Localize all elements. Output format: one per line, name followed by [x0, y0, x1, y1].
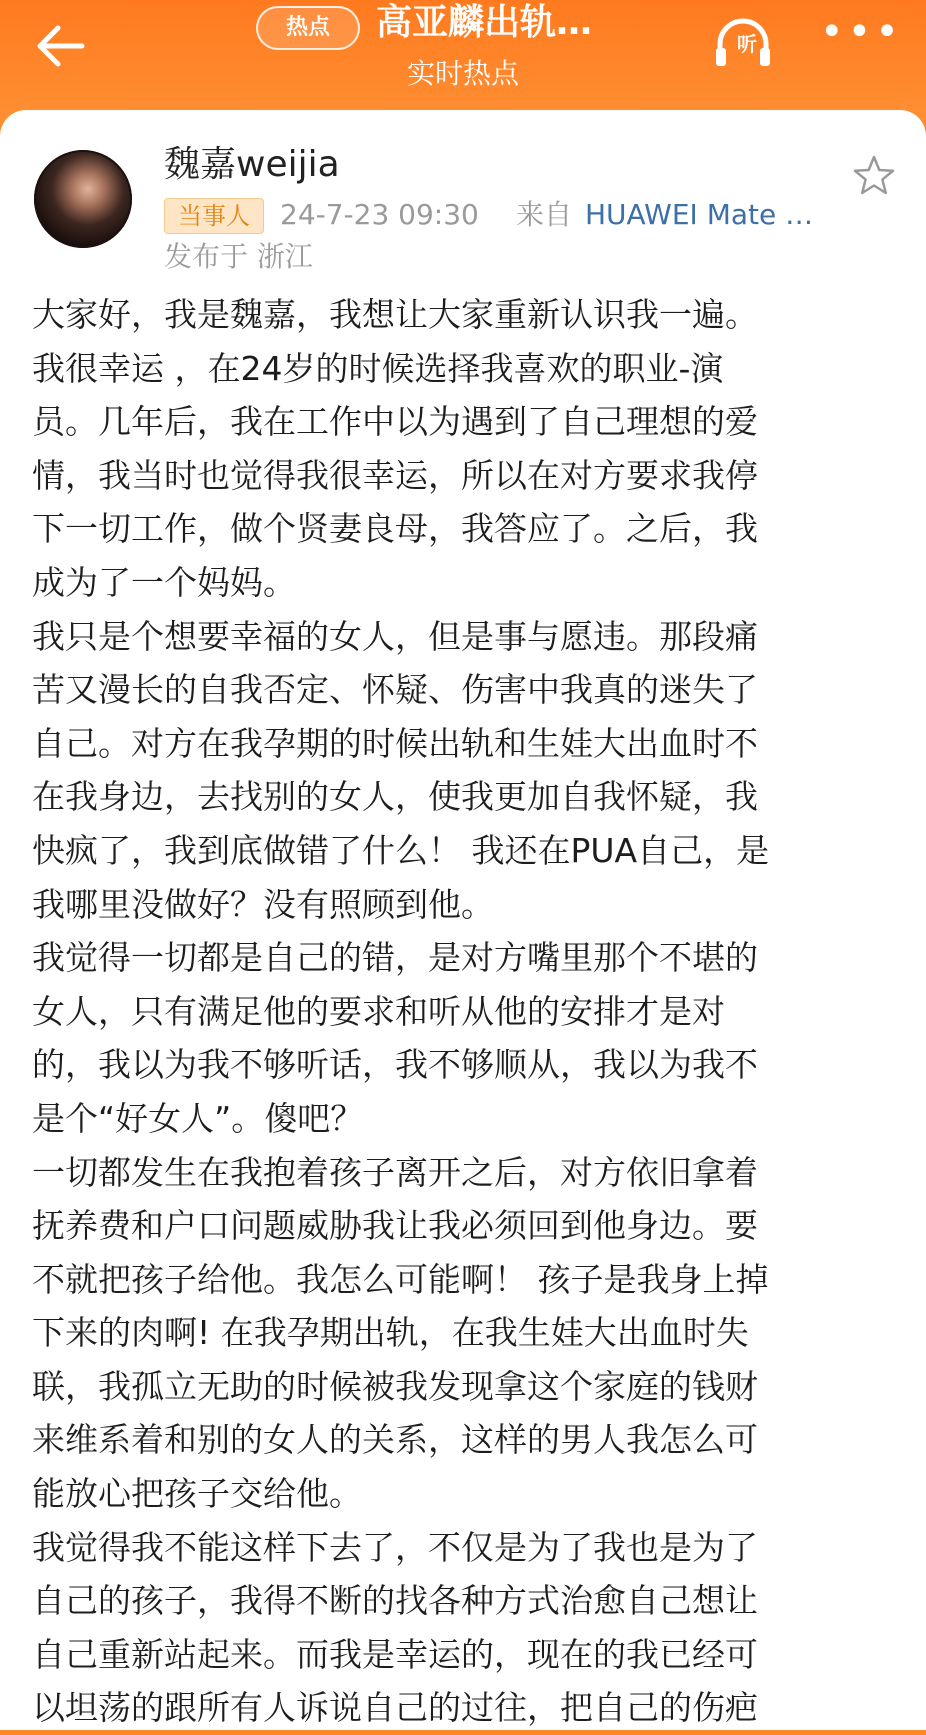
post-line: 成为了一个妈妈。	[32, 562, 296, 602]
post-line: 我很幸运 ，在24岁的时候选择我喜欢的职业-演	[32, 348, 724, 388]
post-line: 苦又漫长的自我否定、怀疑、伤害中我真的迷失了	[32, 670, 758, 710]
post-line: 以坦荡的跟所有人诉说自己的过往，把自己的伤疤	[32, 1688, 758, 1728]
post-line: 的，我以为我不够听话，我不够顺从，我以为我不	[32, 1045, 758, 1085]
username[interactable]: 魏嘉weijia	[164, 144, 340, 185]
post-line: 联，我孤立无助的时候被我发现拿这个家庭的钱财	[32, 1366, 758, 1406]
favorite-button[interactable]	[852, 154, 896, 198]
avatar[interactable]	[34, 150, 132, 248]
post-line: 女人，只有满足他的要求和听从他的安排才是对	[32, 991, 725, 1031]
post-line: 员。几年后，我在工作中以为遇到了自己理想的爱	[32, 402, 758, 442]
post-line: 自己重新站起来。而我是幸运的，现在的我已经可	[32, 1634, 758, 1674]
hot-topic-badge: 热点	[256, 6, 360, 50]
post-line: 我哪里没做好？没有照顾到他。	[32, 884, 494, 924]
post-line: 我只是个想要幸福的女人，但是事与愿违。那段痛	[32, 616, 758, 656]
post-line: 一切都发生在我抱着孩子离开之后，对方依旧拿着	[32, 1152, 758, 1192]
post-from-label: 来自	[516, 198, 573, 231]
post-line: 自己。对方在我孕期的时候出轨和生娃大出血时不	[32, 723, 758, 763]
post-line: 情，我当时也觉得我很幸运，所以在对方要求我停	[32, 455, 758, 495]
post-location: 发布于 浙江	[164, 240, 313, 273]
topic-title[interactable]: 高亚麟出轨…	[376, 2, 593, 43]
post-line: 下来的肉啊! 在我孕期出轨，在我生娃大出血时失	[32, 1313, 749, 1353]
post-line: 下一切工作，做个贤妻良母，我答应了。之后，我	[32, 509, 758, 549]
top-bar	[0, 0, 926, 120]
topic-subtitle: 实时热点	[406, 57, 519, 90]
star-icon	[852, 154, 896, 198]
post-card	[0, 110, 926, 1730]
listen-button[interactable]	[710, 10, 776, 76]
post-line: 是个“好女人”。傻吧？	[32, 1098, 364, 1138]
post-line: 大家好，我是魏嘉，我想让大家重新认识我一遍。	[32, 295, 758, 334]
post-time: 24-7-23 09:30	[280, 198, 479, 231]
post-line: 我觉得我不能这样下去了，不仅是为了我也是为了	[32, 1527, 758, 1567]
post-line: 自己的孩子，我得不断的找各种方式治愈自己想让	[32, 1581, 758, 1621]
post-line: 能放心把孩子交给他。	[32, 1474, 362, 1514]
listen-label: 听	[737, 32, 757, 56]
more-options-icon[interactable]: •••	[820, 9, 903, 55]
role-badge: 当事人	[164, 198, 264, 234]
post-line: 抚养费和户口问题威胁我让我必须回到他身边。要	[32, 1206, 758, 1246]
post-line: 不就把孩子给他。我怎么可能啊！ 孩子是我身上掉	[32, 1259, 769, 1299]
post-line: 在我身边，去找别的女人，使我更加自我怀疑，我	[32, 777, 758, 817]
post-line: 我觉得一切都是自己的错，是对方嘴里那个不堪的	[32, 938, 758, 978]
post-device[interactable]: HUAWEI Mate …	[585, 198, 814, 231]
post-line: 快疯了，我到底做错了什么！ 我还在PUA自己，是	[32, 830, 770, 870]
post-body	[32, 288, 902, 1735]
post-line: 来维系着和别的女人的关系，这样的男人我怎么可	[32, 1420, 758, 1460]
